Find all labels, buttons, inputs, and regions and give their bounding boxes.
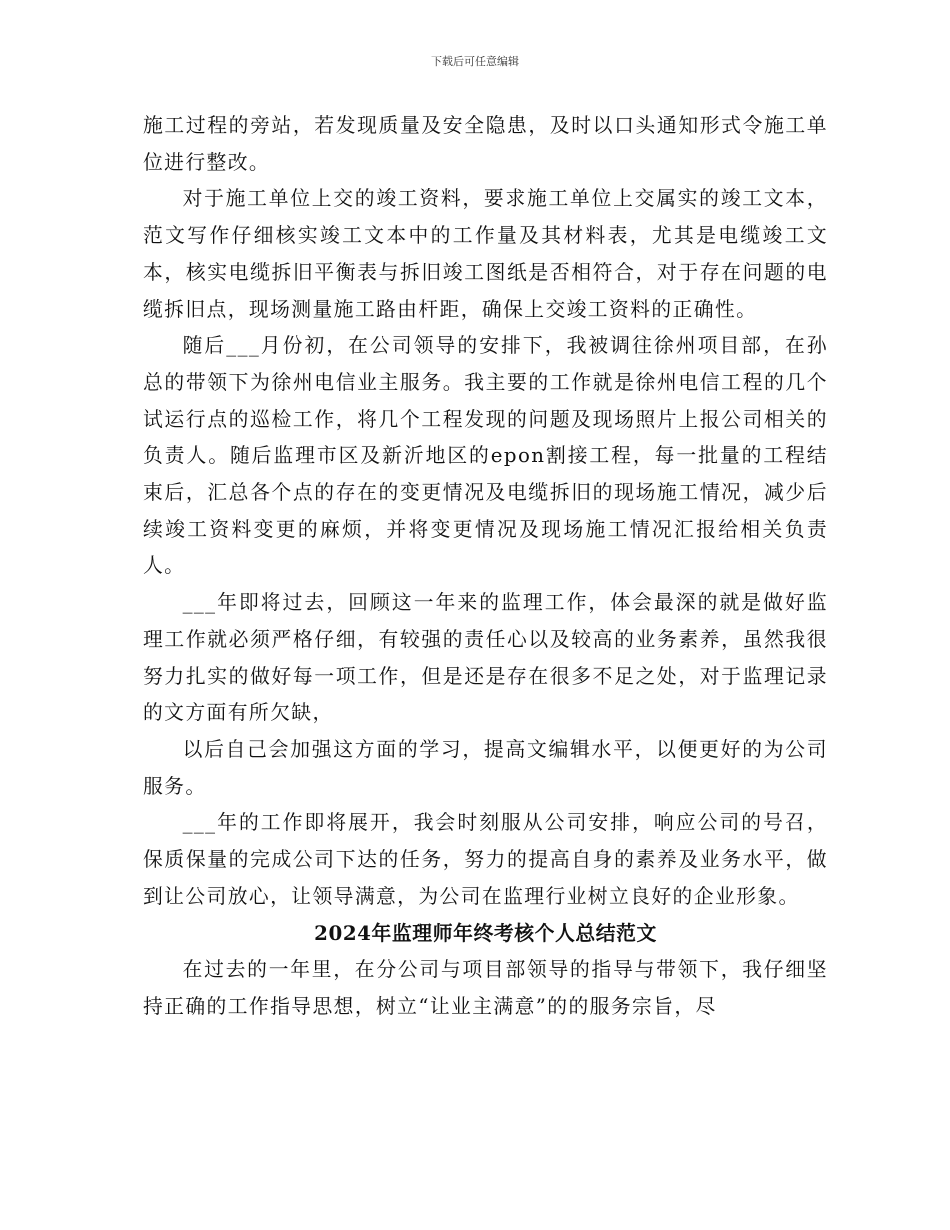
document-body <box>143 108 828 1026</box>
section-title: 2024年监理师年终考核个人总结范文 <box>314 921 657 946</box>
paragraph: 以后自己会加强这方面的学习，提高文编辑水平，以便更好的为公司服务。 <box>143 737 828 798</box>
paragraph-continued: 施工过程的旁站，若发现质量及安全隐患，及时以口头通知形式令施工单位进行整改。 <box>143 114 828 174</box>
paragraph: 随后___月份初，在公司领导的安排下，我被调往徐州项目部，在孙总的带领下为徐州电信业主服务。我主要的工作就是徐州电信工程的几个试运行点的巡检工作，将几个工程发现的问题及现场照片上报公司相关的负责人。随后监理市区及新沂地区的epon割接工程，每一批量的工程结束后，汇总各个点的存在的变更情况及电缆拆旧的现场施工情况，减少后续竣工资料变更的麻烦，并将变更情况及现场施工情况汇报给相关负责人。 <box>143 334 828 578</box>
page-header: 下载后可任意编辑 <box>431 55 519 68</box>
paragraph: 在过去的一年里，在分公司与项目部领导的指导与带领下，我仔细坚持正确的工作指导思想，树立“让业主满意”的的服务宗旨，尽 <box>143 958 828 1018</box>
paragraph: ___年即将过去，回顾这一年来的监理工作，体会最深的就是做好监理工作就必须严格仔细，有较强的责任心以及较高的业务素养，虽然我很努力扎实的做好每一项工作，但是还是存在很多不足之处，对于监理记录的文方面有所欠缺， <box>143 591 828 725</box>
paragraph: ___年的工作即将展开，我会时刻服从公司安排，响应公司的号召，保质保量的完成公司下达的任务，努力的提高自身的素养及业务水平，做到让公司放心，让领导满意，为公司在监理行业树立良好的企业形象。 <box>143 811 828 908</box>
paragraph: 对于施工单位上交的竣工资料，要求施工单位上交属实的竣工文本，范文写作仔细核实竣工文本中的工作量及其材料表，尤其是电缆竣工文本，核实电缆拆旧平衡表与拆旧竣工图纸是否相符合，对于存在问题的电缆拆旧点，现场测量施工路由杆距，确保上交竣工资料的正确性。 <box>143 187 828 321</box>
